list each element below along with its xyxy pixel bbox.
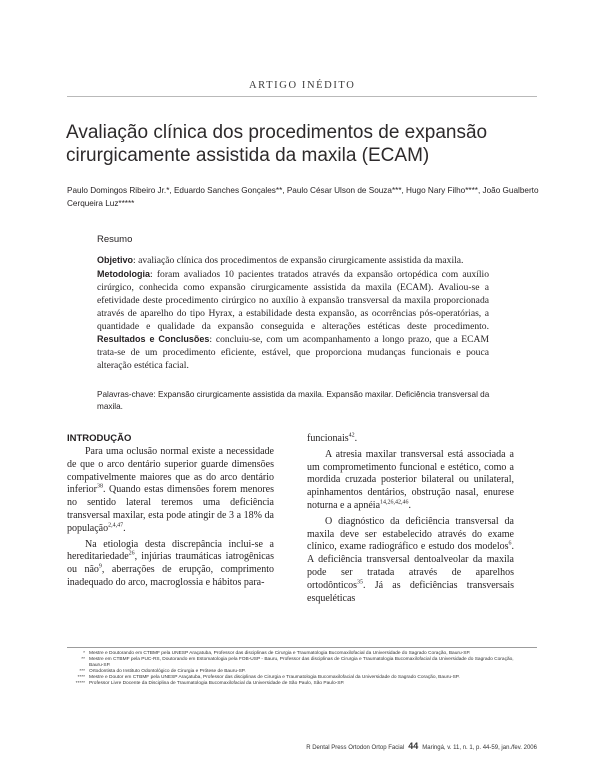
footnote [67,657,523,669]
abstract-metodologia-label: Metodologia [97,268,150,279]
footnote-mark: ***** [75,680,85,686]
paragraph [307,516,514,606]
citation: 42 [348,432,355,439]
header-rule [67,96,537,97]
text: funcionais [307,433,349,444]
text: , aberrações de erupção, comprimento inadequado do arco, macroglossia e hábitos para- [67,564,274,588]
keywords: Palavras-chave: Expansão cirurgicamente assistida da maxila. Expansão maxilar. Deficiência transversal da maxila. [97,390,490,411]
footnote-mark: * [83,651,85,656]
footnote-mark: *** [79,668,85,674]
text: A atresia maxilar transversal está associada a um comprometimento funcional e estético, como a mordida cruzada posterior bilateral ou unilateral, apinhamentos dentários, obstrução nasal, enurese noturna e a apnéia [307,448,514,511]
text: O diagnóstico da deficiência transversal da maxila deve ser estabelecido através do exame clínico, exame radiográfico e estudo dos modelos [307,515,514,553]
text: Para uma oclusão normal existe a necessidade de que o arco dentário superior guarde dimensões compativelmente maiores que as do arco dentário inferior [67,446,274,496]
author-list: Paulo Domingos Ribeiro Jr.*, Eduardo Sanches Gonçales**, Paulo César Ulson de Souza***, Hugo Nary Filho****, João Gualberto Cerqueira Luz***** [67,186,539,208]
text: . [123,522,126,534]
footnote-mark: ** [81,656,85,662]
footnote-rule [67,647,537,648]
citation: 35 [357,579,363,586]
text: . [408,499,412,511]
abstract-heading: Resumo [97,234,133,245]
abstract-objetivo-text: : avaliação clínica dos procedimentos de expansão cirurgicamente assistida da maxila. [133,255,464,266]
page-number: 44 [408,741,419,751]
abstract-resultados-label: Resultados e Conclusões [97,334,210,345]
text: Na etiologia desta discrepância inclui-se a hereditariedade [67,538,274,563]
text: , injúrias traumáticas iatrogênicas ou não [67,551,274,576]
footnote [67,681,523,687]
body-column-right [307,433,514,608]
abstract-resultados-text: : concluiu-se, com um acompanhamento a longo prazo, que a ECAM trata-se de um procedimento eficiente, estável, que proporciona mudanças funcionais e pouca alteração estética facial. [97,334,489,372]
footnote-text: Mestre e Doutor em CTBMF pela UNESP Araçatuba, Professor das disciplinas de Cirurgia e Traumatologia Bucomaxilofacial da Universidade do Sagrado Coração, Bauru-SP. [89,674,460,680]
footnote-text: Professor Livre Docente da Disciplina de Traumatologia Bucomaxilofacial da Universidade de São Paulo, São Paulo-SP. [89,680,345,686]
body-column-left [67,433,274,593]
footnote-text: Mestre e Doutorando em CTBMF pela UNESP Araçatuba, Professor das disciplinas de Cirurgia e Traumatologia Bucomaxilofacial da Universidade do Sagrado Coração, Bauru-SP. [89,651,471,656]
footnote-text: Mestre em CTBMF pela PUC-RS, Doutorando em Estomatologia pela FOB-USP - Bauru, Professor das disciplinas de Cirurgia e Traumatologia Bucomaxilofacial da Universidade do Sagrado Coração, Bauru-SP. [89,656,514,668]
article-title: Avaliação clínica dos procedimentos de expansão cirurgicamente assistida da maxila (ECAM) [66,122,488,166]
footnote-text: Ortodontista do Instituto Odontológico de Cirurgia e Prótese de Bauru-SP. [89,668,246,674]
section-header: ARTIGO INÉDITO [249,80,356,91]
abstract-objetivo-label: Objetivo [97,255,134,265]
citation: 14,26,42,46 [380,499,409,506]
abstract-body [97,254,489,373]
journal-name: R Dental Press Ortodon Ortop Facial [306,745,405,751]
text: . Quando estas dimensões forem menores no sentido lateral teremos uma deficiência transversal maxilar, esta pode atingir de 3 a 18% da população [67,484,274,534]
paragraph [67,446,274,536]
citation: 26 [128,551,135,558]
section-heading-introducao: INTRODUÇÃO [67,433,132,444]
citation: 38 [97,484,103,491]
citation: 9 [98,563,102,570]
text: . [354,433,358,444]
abstract-metodologia-text: : foram avaliados 10 pacientes tratados através da expansão ortopédica com auxílio cirúrgico, conhecida como expansão cirurgicamente assistida da maxila (ECAM). Avaliou-se a efetividade deste procedimento cirúrgico no auxílio à expansão transversal da maxila proporcionada através de aparelho do tipo Hyrax, a estabilidade desta expansão, as ocorrências pós-operatórias, a quantidade e qualidade da expansão conseguida e alterações estéticas deste procedimento. [97,268,489,332]
page-footer [67,741,537,751]
footnote-mark: **** [77,674,85,680]
paragraph [307,449,514,513]
text: . A deficiência transversal dentoalveolar da maxila pode ser tratada através de aparelhos ortodônticos [307,541,514,591]
paragraph [67,539,274,590]
citation-info: Maringá, v. 11, n. 1, p. 44-59, jan./fev. 2006 [422,745,537,751]
footnotes [67,651,523,686]
paragraph [307,433,514,446]
citation: 2,4,47 [108,522,124,529]
text: . Já as deficiências transversais esqueléticas [307,579,514,604]
citation: 6 [508,541,512,548]
